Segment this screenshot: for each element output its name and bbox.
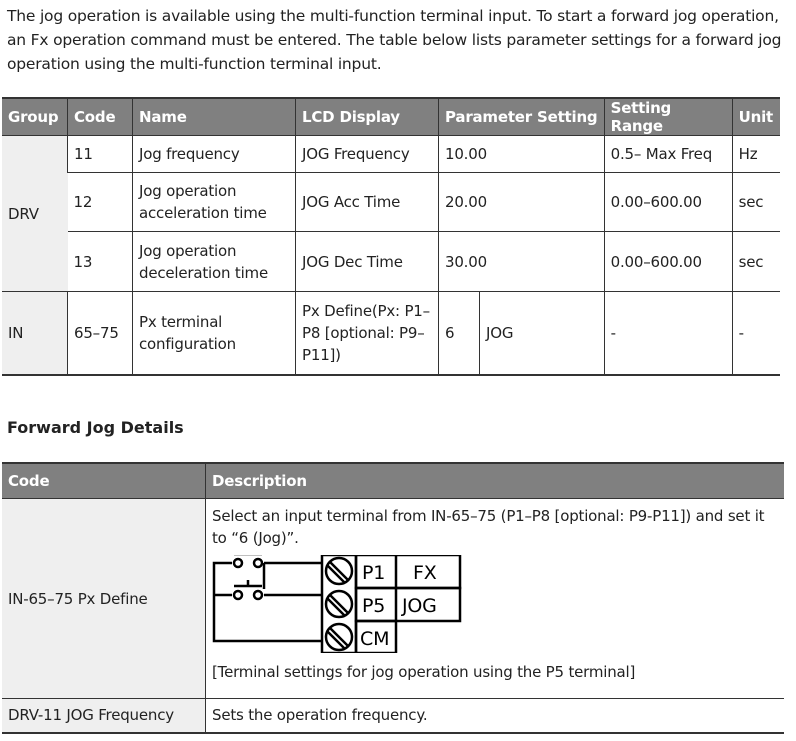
table-row [2,136,780,173]
group-cell: DRV [2,136,68,292]
description-text: Select an input terminal from IN-65–75 (P1–P8 [optional: P9-P11]) and set it to “6 (Jog)”. [212,507,765,547]
header-code: Code [68,98,133,136]
lcd-cell: JOG Dec Time [296,232,439,292]
parameter-table [2,97,780,376]
section-title: Forward Jog Details [7,418,184,437]
header-unit: Unit [732,98,780,136]
lcd-cell: Px Define(Px: P1–P8 [optional: P9–P11]) [296,292,439,375]
header-setting: Parameter Setting [439,98,605,136]
description-cell: Sets the operation frequency. [206,699,785,733]
setting-cell: 20.00 [439,173,605,232]
range-cell: 0.00–600.00 [604,232,732,292]
screw-terminal-icon [326,591,352,617]
function-label: JOG [402,595,437,617]
group-cell: IN [2,292,68,375]
terminal-wiring-diagram [212,555,462,653]
code-cell: 12 [68,173,133,232]
terminal-label: P1 [362,562,386,584]
header-range: Setting Range [604,98,732,136]
table-row [2,292,780,375]
screw-terminal-icon [326,624,352,650]
lcd-cell: JOG Frequency [296,136,439,173]
code-cell: 13 [68,232,133,292]
intro-paragraph: The jog operation is available using the multi-function terminal input. To start a forward jog operation, an Fx operation command must be entered. The table below lists parameter settings for a forward jog operation using the multi-function terminal input. [7,7,782,73]
terminal-label: CM [360,628,390,650]
code-cell: 11 [68,136,133,173]
name-cell: Px terminal configuration [133,292,296,375]
table-header [2,463,784,499]
name-cell: Jog operation acceleration time [133,173,296,232]
table-row [2,232,780,292]
setting-cell: 10.00 [439,136,605,173]
table-row [2,699,784,733]
code-cell: 65–75 [68,292,133,375]
function-label: FX [413,562,437,584]
table-header [2,98,780,136]
details-table [2,462,784,734]
setting-cell: 30.00 [439,232,605,292]
switch-contact-icon [234,591,242,599]
code-cell: DRV-11 JOG Frequency [2,699,206,733]
setting-number-cell: 6 [439,292,480,375]
header-name: Name [133,98,296,136]
setting-value-cell: JOG [480,292,605,375]
diagram-caption: [Terminal settings for jog operation using the P5 terminal] [212,663,636,681]
unit-cell: sec [732,232,780,292]
unit-cell: sec [732,173,780,232]
unit-cell: - [732,292,780,375]
header-code: Code [2,463,206,499]
range-cell: 0.5– Max Freq [604,136,732,173]
description-cell [206,499,785,699]
range-cell: - [604,292,732,375]
header-lcd: LCD Display [296,98,439,136]
name-cell: Jog operation deceleration time [133,232,296,292]
name-cell: Jog frequency [133,136,296,173]
switch-contact-icon [234,559,242,567]
range-cell: 0.00–600.00 [604,173,732,232]
lcd-cell: JOG Acc Time [296,173,439,232]
terminal-label: P5 [362,595,386,617]
table-row [2,173,780,232]
unit-cell: Hz [732,136,780,173]
header-group: Group [2,98,68,136]
code-cell: IN-65–75 Px Define [2,499,206,699]
table-row [2,499,784,699]
screw-terminal-icon [326,558,352,584]
header-description: Description [206,463,785,499]
